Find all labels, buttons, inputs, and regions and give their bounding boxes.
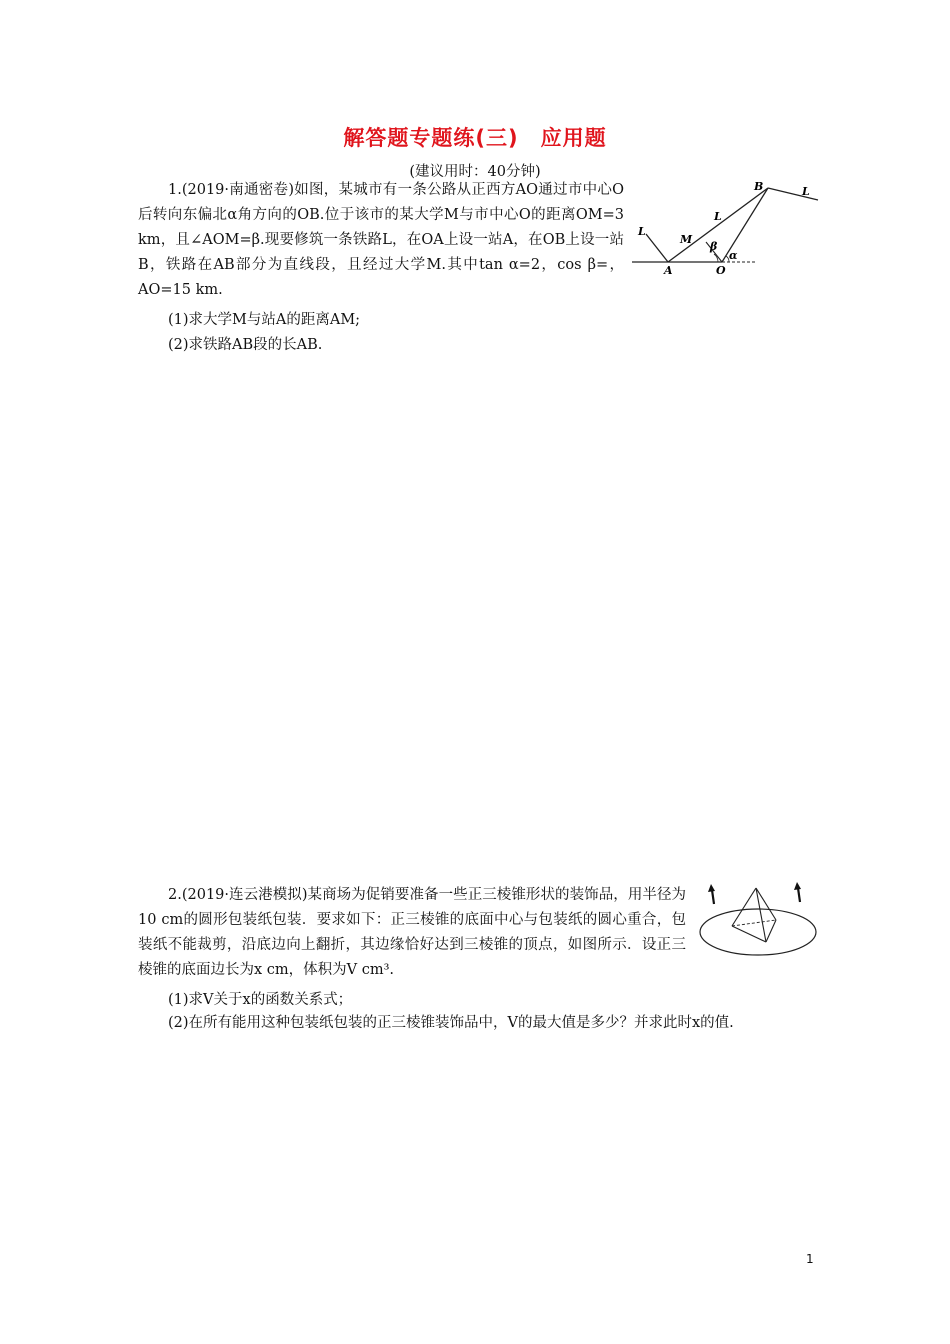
figure-base-front-right xyxy=(766,920,776,942)
problem1-figure xyxy=(632,178,822,278)
problem2-question1: (1)求V关于x的函数关系式； xyxy=(168,992,353,1008)
figure-label-b: B xyxy=(754,180,764,193)
figure-label-l-mid: L xyxy=(714,210,722,223)
figure-label-beta: β xyxy=(710,240,718,253)
problem1-question2: (2)求铁路AB段的长AB. xyxy=(168,337,323,353)
figure-line-a-b xyxy=(668,188,768,262)
problem1-question1: (1)求大学M与站A的距离AM; xyxy=(168,312,361,328)
figure-line-b-right-l xyxy=(768,188,818,200)
problem2-statement: 2.(2019·连云港模拟)某商场为促销要准备一些正三棱锥形状的装饰品，用半径为10 cm的圆形包装纸包装．要求如下：正三棱锥的底面中心与包装纸的圆心重合，包装纸不能裁剪，沿底边向上翻折，其边缘恰好达到三棱锥的顶点，如图所示．设正三棱锥的底面边长为x cm，体积为V cm³. xyxy=(138,887,686,978)
figure-line-left-l xyxy=(646,234,668,262)
problem2-question2: (2)在所有能用这种包装纸包装的正三棱锥装饰品中，V的最大值是多少？并求此时x的值. xyxy=(168,1015,734,1031)
arrow-up-icon xyxy=(708,884,715,904)
page-number: 1 xyxy=(806,1252,814,1266)
figure-base-left-front xyxy=(732,926,766,942)
arrow-up-icon xyxy=(794,882,801,902)
page-title: 解答题专题练(三) 应用题 xyxy=(343,126,607,150)
figure-edge-apex-left xyxy=(732,888,756,926)
figure-label-o: O xyxy=(716,264,726,277)
figure-wrapping-paper-circle xyxy=(700,909,816,955)
figure-label-m: M xyxy=(680,233,693,246)
figure-label-l-top: L xyxy=(802,185,810,198)
figure-base-hidden xyxy=(732,920,776,926)
figure-label-alpha: α xyxy=(729,249,738,262)
figure-label-a: A xyxy=(664,264,673,277)
page-subtitle: (建议用时：40分钟) xyxy=(409,164,541,180)
problem1-statement: 1.(2019·南通密卷)如图，某城市有一条公路从正西方AO通过市中心O后转向东偏北α角方向的OB.位于该市的某大学M与市中心O的距离OM=3 km，且∠AOM=β.现要修筑一条铁路L，在OA上设一站A，在OB上设一站B，铁路在AB部分为直线段，且经过大学M.其中tan α=2，cos β=，AO=15 km. xyxy=(138,182,624,298)
problem2-figure xyxy=(694,880,824,960)
figure-label-l-left: L xyxy=(638,225,646,238)
